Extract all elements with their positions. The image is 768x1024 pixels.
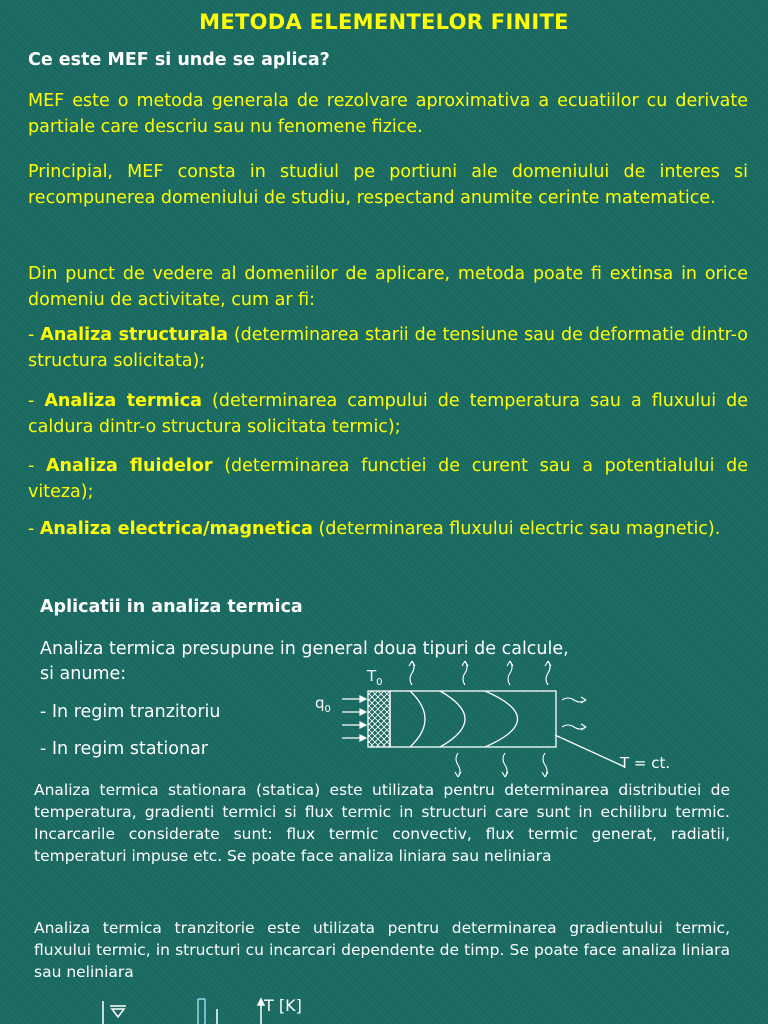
list-item-structural: - Analiza structurala (determinarea starii de tensiune sau de deformatie dintr-o structura solicitata); xyxy=(28,325,748,371)
list-item-fluids: - Analiza fluidelor (determinarea functiei de curent sau a potentialului de viteza); xyxy=(28,456,748,502)
body-rectangle xyxy=(390,691,556,747)
section-subtitle: Aplicatii in analiza termica xyxy=(40,597,303,617)
heated-wall xyxy=(368,691,390,747)
list-item-electric: - Analiza electrica/magnetica (determinarea fluxului electric sau magnetic). xyxy=(28,519,721,539)
convection-arrows xyxy=(409,661,586,777)
leader-line xyxy=(555,735,625,767)
page-title: METODA ELEMENTELOR FINITE xyxy=(199,10,569,34)
label-q0: $q_0$ xyxy=(315,694,331,715)
paragraph-stationary: Analiza termica stationara (statica) este utilizata pentru determinarea distributiei de temperatura, gradienti termici si flux termic in structuri care sunt in echilibru termic. Incarcarile considerate sunt: flux termic convectiv, flux termic generat, radiatii, temperaturi impuse etc. Se poate face analiza liniara sau neliniara xyxy=(34,781,730,865)
isotherm-3 xyxy=(485,691,518,747)
list-item-thermal: - Analiza termica (determinarea campului de temperatura sau a fluxului de caldura dintr-o structura solicitata termic); xyxy=(28,391,748,437)
heat-flux-arrows xyxy=(342,696,366,741)
label-t-constant: T = ct. xyxy=(620,754,671,772)
section-question: Ce este MEF si unde se aplica? xyxy=(28,50,330,70)
regime-stationary: - In regim stationar xyxy=(40,739,208,759)
paragraph-applications: Din punct de vedere al domeniilor de aplicare, metoda poate fi extinsa in orice domeniu de activitate, cum ar fi: xyxy=(28,264,748,310)
level-triangle-icon xyxy=(112,1009,124,1017)
paragraph-principle: Principial, MEF consta in studiul pe portiuni ale domeniului de interes si recompunerea domeniului de studiu, respectand anumite cerinte matematice. xyxy=(28,162,748,208)
thermal-intro-line2: si anume: xyxy=(40,664,127,684)
regime-transient: - In regim tranzitoriu xyxy=(40,702,221,722)
paragraph-transient: Analiza termica tranzitorie este utilizata pentru determinarea gradientului termic, fluxului termic, in structuri cu incarcari dependente de timp. Se poate face analiza liniara sau neliniara xyxy=(34,919,730,981)
isotherm-1 xyxy=(410,691,425,747)
isotherm-2 xyxy=(440,691,465,747)
label-t0: $T_0$ xyxy=(367,667,383,688)
paragraph-definition: MEF este o metoda generala de rezolvare aproximativa a ecuatiilor cu derivate partiale care descriu sau nu fenomene fizice. xyxy=(28,91,748,137)
label-temperature-axis: T [K] xyxy=(264,996,302,1015)
thermal-intro-line1: Analiza termica presupune in general doua tipuri de calcule, xyxy=(40,639,569,659)
